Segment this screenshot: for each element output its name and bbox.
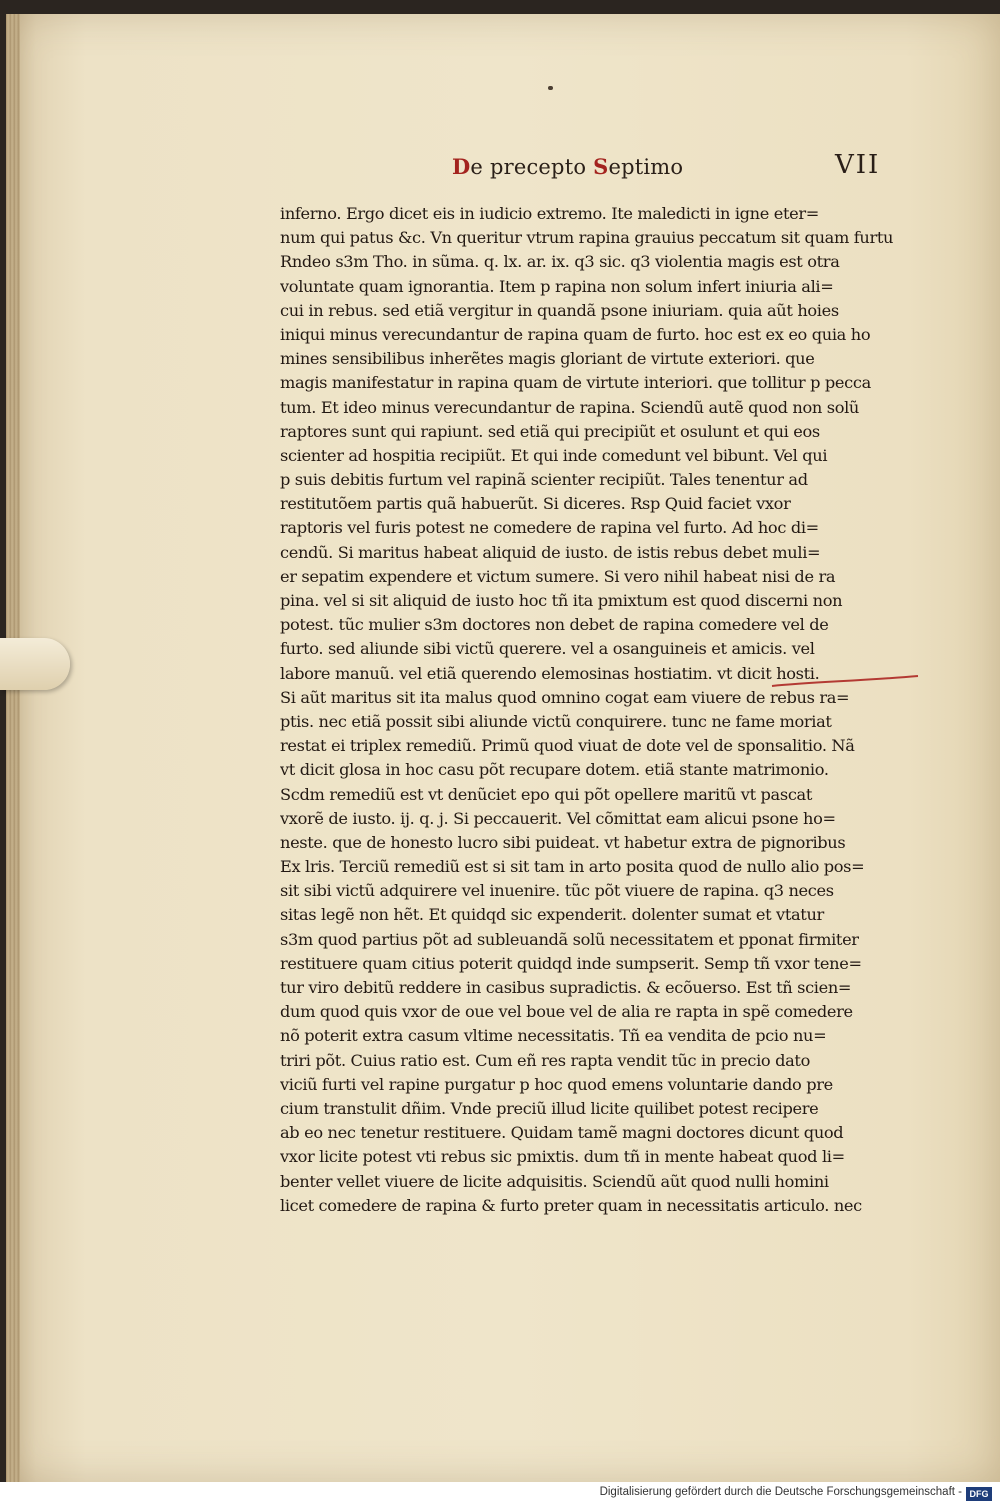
red-underline-stroke <box>770 672 920 692</box>
text-line: restitutõem partis quã habuerũt. Si diceres. Rsp Quid faciet vxor <box>280 494 791 514</box>
text-line: sit sibi victũ adquirere vel inuenire. tũc põt viuere de rapina. q3 neces <box>280 881 834 901</box>
text-line: tur viro debitũ reddere in casibus supradictis. & ecõuerso. Est tñ scien= <box>280 978 852 997</box>
text-line: ptis. nec etiã possit sibi aliunde victũ conquirere. tunc ne fame moriat <box>280 711 832 731</box>
text-line: scienter ad hospitia recipiũt. Et qui inde comedunt vel bibunt. Vel qui <box>280 445 828 465</box>
folio-number: VII <box>835 150 881 180</box>
text-line: nõ poterit extra casum vltime necessitatis. Tñ ea vendita de pcio nu= <box>280 1026 827 1046</box>
text-line: Ex lris. Terciũ remediũ est si sit tam in arto posita quod de nullo alio pos= <box>280 857 865 877</box>
text-line: raptoris vel furis potest ne comedere de rapina vel furto. Ad hoc di= <box>280 518 819 538</box>
text-line: Rndeo s3m Tho. in sũma. q. lx. ar. ix. q3 sic. q3 violentia magis est otra <box>280 252 840 272</box>
text-line: restat ei triplex remediũ. Primũ quod viuat de dote vel de sponsalitio. Nã <box>280 736 855 756</box>
text-line: benter vellet viuere de licite adquisitis. Sciendũ aũt quod nulli homini <box>280 1171 829 1191</box>
ink-dot <box>548 86 553 90</box>
text-line: pina. vel si sit aliquid de iusto hoc tñ ita pmixtum est quod discerni non <box>280 591 843 610</box>
running-head-title: De precepto Septimo <box>452 154 684 179</box>
text-line: labore manuũ. vel etiã querendo elemosinas hostiatim. vt dicit hosti. <box>280 663 820 683</box>
text-line: mines sensibilibus inherẽtes magis gloriant de virtute exteriori. que <box>280 349 815 369</box>
text-line: voluntate quam ignorantia. Item p rapina non solum infert iniuria ali= <box>280 276 834 296</box>
dfg-logo: DFG <box>966 1487 992 1501</box>
text-line: tum. Et ideo minus verecundantur de rapina. Sciendũ autẽ quod non solũ <box>280 397 859 417</box>
text-line: p suis debitis furtum vel rapinã scienter recipiũt. Tales tenentur ad <box>280 470 808 490</box>
text-line: vt dicit glosa in hoc casu põt recupare dotem. etiã stante matrimonio. <box>280 760 829 780</box>
text-line: er sepatim expendere et victum sumere. Si vero nihil habeat nisi de ra <box>280 566 836 586</box>
text-line: cendũ. Si maritus habeat aliquid de iusto. de istis rebus debet muli= <box>280 542 821 562</box>
text-line: furto. sed aliunde sibi victũ querere. vel a osanguineis et amicis. vel <box>280 639 815 659</box>
text-line: restituere quam citius poterit quidqd inde sumpserit. Semp tñ vxor tene= <box>280 953 862 973</box>
running-head <box>440 150 880 186</box>
text-line: inferno. Ergo dicet eis in iudicio extremo. Ite maledicti in igne eter= <box>280 204 819 223</box>
page-edges <box>6 14 20 1482</box>
text-line: triri põt. Cuius ratio est. Cum eñ res rapta vendit tũc in precio dato <box>280 1050 810 1070</box>
text-line: licet comedere de rapina & furto preter quam in necessitatis articulo. nec <box>280 1195 862 1215</box>
text-line: ab eo nec tenetur restituere. Quidam tamẽ magni doctores dicunt quod <box>280 1123 844 1143</box>
text-line: neste. que de honesto lucro sibi puideat. vt habetur extra de pignoribus <box>280 832 846 852</box>
text-line: vxor licite potest vti rebus sic pmixtis. dum tñ in mente habeat quod li= <box>280 1147 845 1167</box>
bookmark-tab <box>0 638 70 690</box>
text-line: cium transtulit dñim. Vnde preciũ illud licite quilibet potest recipere <box>280 1098 819 1118</box>
text-line: dum quod quis vxor de oue vel boue vel de alia re rapta in spẽ comedere <box>280 1002 853 1022</box>
text-line: viciũ furti vel rapine purgatur p hoc quod emens voluntarie dando pre <box>280 1074 833 1094</box>
text-line: iniqui minus verecundantur de rapina quam de furto. hoc est ex eo quia ho <box>280 324 871 344</box>
text-line: magis manifestatur in rapina quam de virtute interiori. que tollitur p pecca <box>280 373 871 393</box>
footer-bar <box>0 1482 1000 1507</box>
text-line: potest. tũc mulier s3m doctores non debet de rapina comedere vel de <box>280 615 829 635</box>
text-line: num qui patus &c. Vn queritur vtrum rapina grauius peccatum sit quam furtu <box>280 228 894 248</box>
text-line: Si aũt maritus sit ita malus quod omnino cogat eam viuere de rebus ra= <box>280 687 850 707</box>
text-block <box>280 202 900 1218</box>
text-line: raptores sunt qui rapiunt. sed etiã qui precipiũt et osulunt et qui eos <box>280 421 820 441</box>
footer-credit: Digitalisierung gefördert durch die Deutsche Forschungsgemeinschaft - <box>599 1486 962 1498</box>
text-line: Scdm remediũ est vt denũciet epo qui põt opellere maritũ vt pascat <box>280 784 812 804</box>
text-line: s3m quod partius põt ad subleuandã solũ necessitatem et pponat firmiter <box>280 929 859 949</box>
text-line: sitas legẽ non hẽt. Et quidqd sic expenderit. dolenter sumat et vtatur <box>280 905 824 925</box>
text-line: vxorẽ de iusto. ij. q. j. Si peccauerit. Vel cõmittat eam alicui psone ho= <box>280 808 836 828</box>
text-line: cui in rebus. sed etiã vergitur in quandã psone iniuriam. quia aũt hoies <box>280 300 839 320</box>
